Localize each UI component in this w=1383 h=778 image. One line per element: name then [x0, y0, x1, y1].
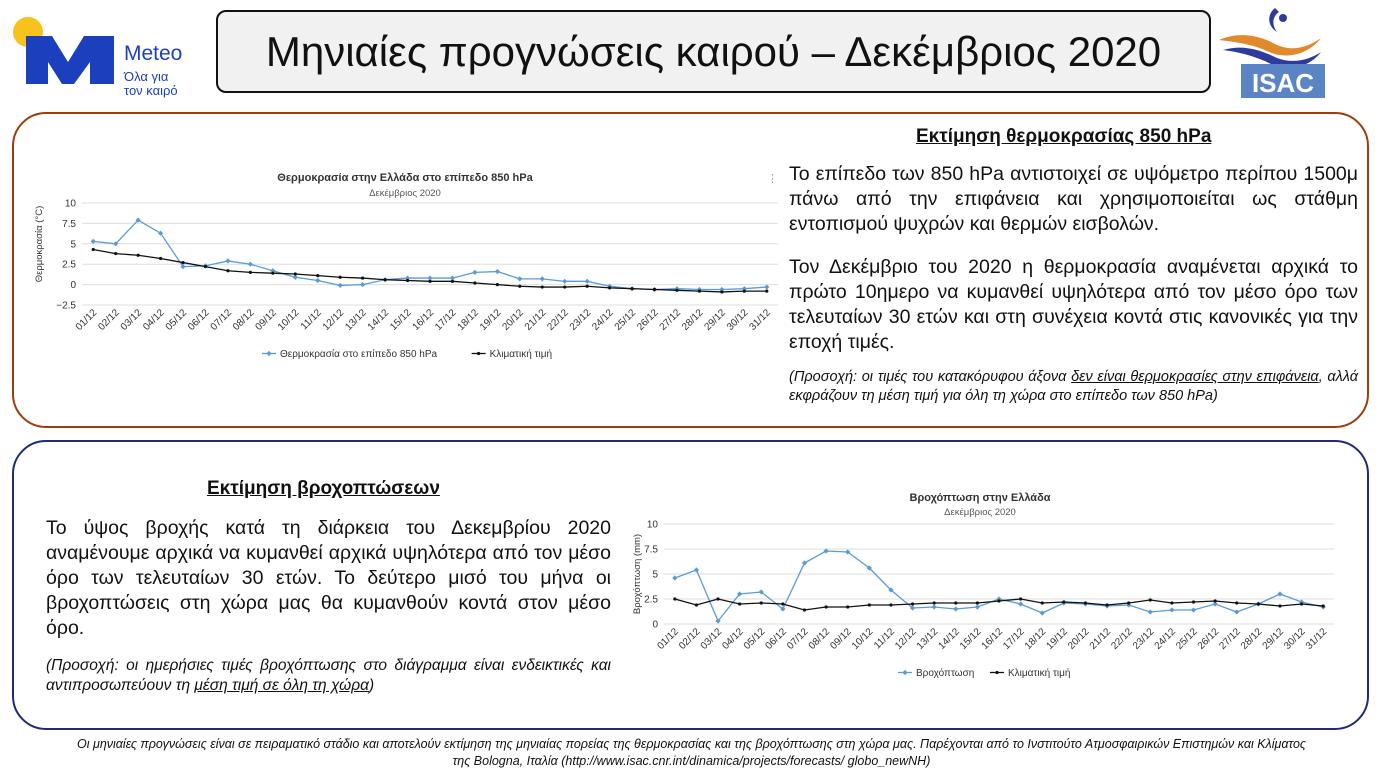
legend-entry: Θερμοκρασία στο επίπεδο 850 hPa [280, 349, 438, 360]
x-tick-label: 23/12 [1130, 626, 1157, 652]
climate-data-point [114, 252, 117, 255]
legend-entry: Βροχόπτωση [916, 668, 975, 679]
y-tick-label: 7.5 [62, 218, 76, 230]
forecast-data-point [1277, 591, 1282, 596]
climate-data-point [563, 285, 566, 288]
climate-data-point [630, 287, 633, 290]
climate-data-point [1170, 601, 1173, 604]
forecast-data-point [694, 567, 699, 572]
forecast-data-point [1018, 601, 1023, 606]
brand-tagline [124, 70, 178, 98]
x-tick-label: 13/12 [914, 626, 941, 652]
forecast-series-line [675, 551, 1323, 621]
climate-data-point [541, 285, 544, 288]
forecast-data-point [932, 604, 937, 609]
climate-data-point [803, 608, 806, 611]
climate-data-point [911, 602, 914, 605]
rain-heading: Εκτίμηση βροχοπτώσεων [207, 478, 440, 499]
climate-data-point [137, 254, 140, 257]
meteo-logo [12, 14, 202, 98]
climate-data-point [824, 605, 827, 608]
temperature-chart-svg [30, 160, 780, 370]
y-tick-label: 5 [70, 239, 76, 251]
forecast-data-point [802, 560, 807, 565]
x-tick-label: 02/12 [96, 307, 122, 333]
x-tick-label: 18/12 [455, 307, 482, 333]
x-tick-label: 02/12 [677, 626, 703, 652]
climate-data-point [294, 272, 297, 275]
climate-data-point [1278, 604, 1281, 607]
x-tick-label: 06/12 [763, 626, 789, 652]
temperature-paragraph-2: Τον Δεκέμβριο του 2020 η θερμοκρασία αναμένεται αρχικά το πρώτο 10ημερο να κυμανθεί υψηλότερα από τον μέσο όρο των τελευταίων 30 ετών και στη συνέχεια κοντά στις κανονικές για την εποχή τιμές. [789, 256, 1358, 353]
tagline-line-2: τον καιρό [124, 83, 178, 98]
x-tick-label: 20/12 [1066, 626, 1092, 652]
forecast-data-point [338, 283, 343, 288]
x-tick-label: 26/12 [1195, 626, 1222, 652]
footer-line-2: της Bologna, Ιταλία (http://www.isac.cnr.int/dinamica/projects/forecasts/ globo_newNH) [452, 754, 931, 768]
climate-data-point [675, 289, 678, 292]
x-tick-label: 03/12 [118, 307, 145, 333]
forecast-data-point [764, 284, 769, 289]
climate-data-point [159, 257, 162, 260]
climate-data-point [889, 603, 892, 606]
rain-chart-svg [628, 482, 1340, 692]
y-tick-label: 5 [652, 569, 658, 581]
footer-disclaimer [16, 736, 1367, 770]
climate-data-point [673, 597, 676, 600]
forecast-data-point [975, 604, 980, 609]
isac-logo [1217, 4, 1329, 100]
climate-data-point [1192, 600, 1195, 603]
x-tick-label: 25/12 [1174, 626, 1200, 652]
climate-data-point [226, 269, 229, 272]
climate-data-point [716, 597, 719, 600]
meteo-m-mark-icon [12, 14, 124, 90]
x-tick-label: 15/12 [388, 307, 414, 333]
x-tick-label: 01/12 [73, 307, 100, 333]
forecast-data-point [1169, 607, 1174, 612]
rain-note-suffix: ) [368, 677, 375, 694]
x-tick-label: 29/12 [1260, 626, 1287, 652]
climate-data-point [1257, 602, 1260, 605]
x-tick-label: 05/12 [163, 307, 190, 333]
x-tick-label: 19/12 [477, 307, 504, 333]
x-tick-label: 19/12 [1044, 626, 1070, 652]
climate-data-point [383, 278, 386, 281]
forecast-data-point [91, 239, 96, 244]
x-tick-label: 10/12 [275, 307, 302, 333]
page-title: Μηνιαίες προγνώσεις καιρού – Δεκέμβριος 2020 [265, 27, 1162, 75]
y-tick-label: 2.5 [62, 259, 76, 271]
climate-data-point [653, 288, 656, 291]
climate-data-point [316, 274, 319, 277]
x-tick-label: 21/12 [1087, 626, 1114, 652]
climate-data-point [339, 276, 342, 279]
chart-y-axis-label: Θερμοκρασία (°C) [34, 205, 45, 283]
x-tick-label: 09/12 [828, 626, 854, 652]
isac-wave-icon [1217, 4, 1329, 100]
climate-data-point [997, 599, 1000, 602]
climate-data-point [451, 280, 454, 283]
x-tick-label: 24/12 [590, 307, 616, 333]
climate-data-point [933, 601, 936, 604]
climate-data-point [586, 285, 589, 288]
x-tick-label: 17/12 [1001, 626, 1027, 652]
rain-note-emphasis: μέση τιμή σε όλη τη χώρα [194, 677, 369, 694]
forecast-data-point [953, 606, 958, 611]
x-tick-label: 23/12 [567, 307, 594, 333]
x-tick-label: 29/12 [702, 307, 728, 333]
legend-marker [477, 352, 480, 355]
climate-data-point [760, 601, 763, 604]
x-tick-label: 17/12 [433, 307, 459, 333]
x-tick-label: 20/12 [500, 307, 526, 333]
forecast-data-point [672, 575, 677, 580]
x-tick-label: 07/12 [208, 307, 235, 333]
chart-subtitle: Δεκέμβριος 2020 [369, 188, 441, 199]
x-tick-label: 08/12 [231, 307, 257, 333]
x-tick-label: 13/12 [343, 307, 369, 333]
climate-data-point [1214, 599, 1217, 602]
brand-name: Meteo [124, 42, 183, 65]
forecast-data-point [248, 262, 253, 267]
x-tick-label: 16/12 [410, 307, 437, 333]
isac-logo-text: ISAC [1251, 68, 1315, 98]
climate-data-point [954, 601, 957, 604]
climate-data-point [1105, 603, 1108, 606]
chart-subtitle: Δεκέμβριος 2020 [944, 507, 1016, 518]
climate-data-point [1322, 604, 1325, 607]
forecast-data-point [495, 269, 500, 274]
x-tick-label: 04/12 [141, 307, 167, 333]
x-tick-label: 14/12 [936, 626, 962, 652]
climate-data-point [249, 271, 252, 274]
climate-data-point [738, 602, 741, 605]
forecast-data-point [517, 276, 522, 281]
x-tick-label: 09/12 [253, 307, 279, 333]
climate-series-line [93, 250, 767, 292]
forecast-data-point [225, 258, 230, 263]
tagline-line-1: Όλα για [124, 69, 169, 84]
x-tick-label: 04/12 [720, 626, 746, 652]
rain-note-prefix: (Προσοχή: οι ημερήσιες τιμές βροχόπτωσης στο διάγραμμα είναι ενδεικτικές και αντιπροσωπεύουν τη [46, 657, 611, 694]
temperature-note-emphasis: δεν είναι θερμοκρασίες στην επιφάνεια [1071, 369, 1319, 385]
forecast-data-point [1040, 610, 1045, 615]
temperature-note-suffix: , αλλά εκφράζουν τη μέση τιμή για όλη τη χώρα στο επίπεδο των 850 hPa) [789, 369, 1358, 404]
x-tick-label: 21/12 [522, 307, 549, 333]
climate-data-point [743, 290, 746, 293]
x-tick-label: 27/12 [1217, 626, 1243, 652]
climate-data-point [204, 265, 207, 268]
legend-entry: Κλιματική τιμή [489, 349, 553, 360]
temperature-note [789, 368, 1358, 406]
chart-menu-icon[interactable]: ⋮ [767, 173, 778, 185]
rain-paragraph: Το ύψος βροχής κατά τη διάρκεια του Δεκεμβρίου 2020 αναμένουμε αρχικά να κυμανθεί αρχικά υψηλότερα από τον μέσο όρο των τελευταίων 30 ετών. Το δεύτερο μισό του μήνα οι βροχοπτώσεις στη χώρα μας θα κυμανθούν κοντά στον μέσο όρο. [46, 517, 611, 639]
y-tick-label: 0 [70, 280, 76, 292]
climate-data-point [976, 601, 979, 604]
x-tick-label: 06/12 [186, 307, 212, 333]
temperature-heading: Εκτίμηση θερμοκρασίας 850 hPa [916, 126, 1212, 147]
x-tick-label: 22/12 [545, 307, 571, 333]
climate-data-point [781, 602, 784, 605]
forecast-data-point [562, 279, 567, 284]
legend-entry: Κλιματική τιμή [1008, 668, 1071, 679]
climate-data-point [698, 290, 701, 293]
footer-line-1: Οι μηνιαίες προγνώσεις είναι σε πειραματικό στάδιο και αποτελούν εκτίμηση της μηνιαίας πορείας της θερμοκρασίας και της βροχόπτωσης στη χώρα μας. Παρέχονται από το Ινστιτούτο Ατμοσφαιρικών Επιστημών και Κλίματος [77, 737, 1306, 751]
climate-data-point [1019, 597, 1022, 600]
x-tick-label: 22/12 [1109, 626, 1135, 652]
climate-data-point [1127, 601, 1130, 604]
climate-data-point [496, 283, 499, 286]
climate-data-point [92, 248, 95, 251]
forecast-data-point [1234, 609, 1239, 614]
x-tick-label: 07/12 [785, 626, 811, 652]
x-tick-label: 01/12 [655, 626, 681, 652]
x-tick-label: 30/12 [724, 307, 751, 333]
x-tick-label: 31/12 [1303, 626, 1330, 652]
y-tick-label: 10 [646, 519, 658, 531]
forecast-data-point [1148, 609, 1153, 614]
x-tick-label: 05/12 [741, 626, 768, 652]
x-tick-label: 08/12 [806, 626, 833, 652]
climate-data-point [428, 280, 431, 283]
rain-note [46, 656, 611, 696]
climate-data-point [695, 603, 698, 606]
chart-title: Βροχόπτωση στην Ελλάδα [909, 492, 1051, 504]
x-tick-label: 31/12 [747, 307, 773, 333]
x-tick-label: 18/12 [1022, 626, 1049, 652]
x-tick-label: 16/12 [979, 626, 1006, 652]
y-tick-label: 0 [652, 619, 658, 631]
x-tick-label: 30/12 [1282, 626, 1308, 652]
y-tick-label: 10 [64, 198, 76, 210]
y-tick-label: 2.5 [644, 594, 658, 606]
x-tick-label: 25/12 [612, 307, 639, 333]
x-tick-label: 14/12 [365, 307, 392, 333]
climate-data-point [406, 279, 409, 282]
rain-chart [628, 482, 1340, 692]
forecast-data-point [315, 278, 320, 283]
x-tick-label: 12/12 [893, 626, 919, 652]
x-tick-label: 03/12 [698, 626, 725, 652]
y-tick-label: −2.5 [56, 300, 76, 312]
climate-data-point [1041, 601, 1044, 604]
climate-data-point [473, 281, 476, 284]
x-tick-label: 28/12 [1238, 626, 1265, 652]
climate-data-point [846, 605, 849, 608]
forecast-data-point [360, 282, 365, 287]
x-tick-label: 15/12 [958, 626, 984, 652]
x-tick-label: 11/12 [872, 626, 898, 652]
climate-data-point [608, 286, 611, 289]
temperature-paragraph-1: Το επίπεδο των 850 hPa αντιστοιχεί σε υψόμετρο περίπου 1500μ πάνω από την επιφάνεια και χρησιμοποιείται ως στάθμη εντοπισμού ψυχρών και θερμών εισβολών. [789, 163, 1358, 235]
x-tick-label: 11/12 [298, 307, 324, 333]
climate-data-point [361, 276, 364, 279]
legend-marker [266, 351, 271, 356]
climate-data-point [271, 272, 274, 275]
climate-data-point [181, 261, 184, 264]
x-tick-label: 27/12 [657, 307, 684, 333]
x-tick-label: 26/12 [635, 307, 661, 333]
temperature-chart [30, 160, 780, 370]
forecast-data-point [585, 279, 590, 284]
x-tick-label: 24/12 [1152, 626, 1179, 652]
x-tick-label: 28/12 [680, 307, 706, 333]
chart-y-axis-label: Βροχόπτωση (mm) [632, 533, 643, 615]
page-title-box [216, 10, 1211, 93]
climate-data-point [1300, 602, 1303, 605]
climate-data-point [1235, 601, 1238, 604]
climate-data-point [1149, 598, 1152, 601]
forecast-data-point [1191, 607, 1196, 612]
forecast-data-point [472, 270, 477, 275]
forecast-data-point [540, 276, 545, 281]
climate-data-point [765, 290, 768, 293]
climate-data-point [518, 285, 521, 288]
x-tick-label: 12/12 [320, 307, 347, 333]
legend-marker [902, 670, 907, 675]
x-tick-label: 10/12 [849, 626, 876, 652]
chart-title: Θερμοκρασία στην Ελλάδα στο επίπεδο 850 hPa [277, 172, 533, 184]
climate-data-point [1062, 600, 1065, 603]
legend-marker [995, 671, 998, 674]
climate-data-point [1084, 601, 1087, 604]
y-tick-label: 7.5 [644, 544, 658, 556]
climate-data-point [720, 290, 723, 293]
climate-data-point [868, 603, 871, 606]
temperature-note-prefix: (Προσοχή: οι τιμές του κατακόρυφου άξονα [789, 369, 1072, 385]
